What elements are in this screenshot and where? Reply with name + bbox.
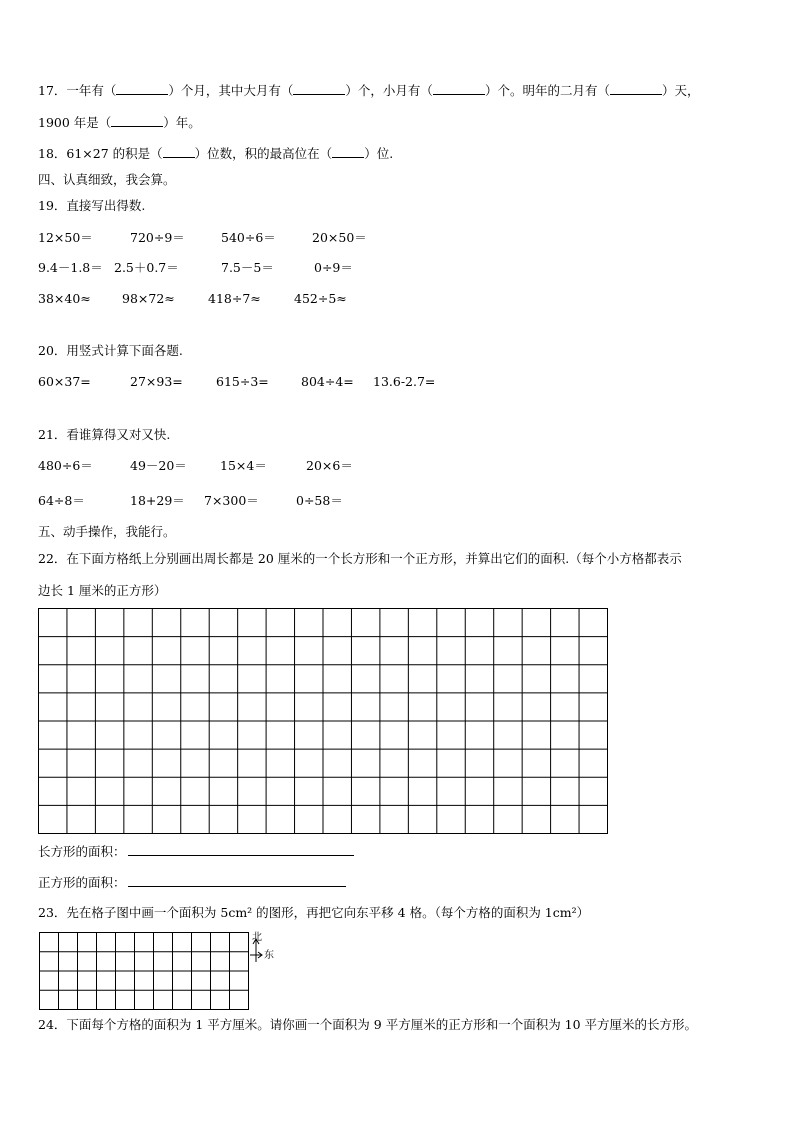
q17-blank-months[interactable]	[116, 82, 168, 95]
q19-item: 452÷5≈	[294, 291, 347, 306]
question-22-line2: 边长 1 厘米的正方形）	[38, 583, 167, 598]
q21-item: 7×300＝	[204, 493, 259, 508]
q17-text-f: 1900 年是（	[38, 115, 112, 130]
q19-item: 7.5－5＝	[221, 260, 274, 275]
q17-text-e: ）天，	[661, 83, 700, 98]
q18-text-a: 18．61×27 的积是（	[38, 146, 163, 161]
q18-text-c: ）位.	[364, 146, 394, 161]
q19-row-1	[0, 229, 794, 247]
q22-rect-area-label: 长方形的面积：	[38, 844, 126, 859]
q19-item: 12×50＝	[38, 230, 93, 245]
q17-blank-year-type[interactable]	[111, 114, 163, 127]
q20-item: 27×93=	[130, 374, 183, 389]
q23-drawing-grid[interactable]	[39, 932, 249, 1010]
q19-item: 98×72≈	[122, 291, 175, 306]
q17-blank-small-months[interactable]	[433, 82, 485, 95]
q21-item: 0÷58＝	[296, 493, 343, 508]
q21-item: 15×4＝	[220, 458, 267, 473]
q22-rect-area-blank[interactable]	[128, 843, 354, 856]
q19-item: 0÷9＝	[314, 260, 353, 275]
q17-text-c: ）个，小月有（	[345, 83, 433, 98]
q22-square-area-blank[interactable]	[128, 874, 346, 887]
q20-item: 615÷3=	[216, 374, 269, 389]
q20-item: 13.6-2.7=	[373, 374, 436, 389]
q19-item: 418÷7≈	[208, 291, 261, 306]
q19-row-3	[0, 290, 794, 308]
east-label: 东	[264, 950, 274, 961]
question-20-title: 20．用竖式计算下面各题.	[38, 343, 183, 358]
q19-item: 720÷9＝	[130, 230, 185, 245]
question-21-title: 21．看谁算得又对又快.	[38, 427, 171, 442]
q18-blank-highest-place[interactable]	[332, 145, 364, 158]
q20-row	[0, 373, 794, 391]
question-17-line1	[38, 82, 699, 100]
question-23: 23．先在格子图中画一个面积为 5cm² 的图形，再把它向东平移 4 格。（每个方格的面积为 1cm²）	[38, 905, 590, 920]
question-19-title: 19．直接写出得数.	[38, 198, 146, 213]
q22-rect-area-row	[38, 843, 354, 861]
q21-item: 18+29＝	[130, 493, 185, 508]
section-4-heading: 四、认真细致，我会算。	[38, 172, 176, 187]
q19-item: 540÷6＝	[221, 230, 276, 245]
q21-row-1	[0, 457, 794, 475]
q19-item: 9.4－1.8＝	[38, 260, 103, 275]
q22-drawing-grid[interactable]	[38, 608, 608, 834]
question-17-line2	[38, 114, 201, 132]
question-18	[38, 145, 393, 163]
q17-text-a: 17．一年有（	[38, 83, 117, 98]
q20-item: 60×37=	[38, 374, 91, 389]
q21-item: 64÷8＝	[38, 493, 85, 508]
q21-item: 20×6＝	[306, 458, 353, 473]
q21-item: 480÷6＝	[38, 458, 93, 473]
question-24: 24．下面每个方格的面积为 1 平方厘米。请你画一个面积为 9 平方厘米的正方形和一个面积为 10 平方厘米的长方形。	[38, 1017, 698, 1032]
q19-item: 38×40≈	[38, 291, 91, 306]
q21-item: 49－20＝	[130, 458, 187, 473]
q21-row-2	[0, 492, 794, 510]
q22-square-area-row	[38, 874, 346, 892]
q17-text-d: ）个。明年的二月有（	[484, 83, 610, 98]
q20-item: 804÷4=	[301, 374, 354, 389]
q17-text-g: ）年。	[163, 115, 201, 130]
q22-square-area-label: 正方形的面积：	[38, 875, 126, 890]
q18-blank-digits[interactable]	[163, 145, 195, 158]
q17-blank-big-months[interactable]	[293, 82, 345, 95]
q18-text-b: ）位数，积的最高位在（	[194, 146, 333, 161]
question-22-line1: 22．在下面方格纸上分别画出周长都是 20 厘米的一个长方形和一个正方形，并算出它们的面积.（每个小方格都表示	[38, 551, 682, 566]
section-5-heading: 五、动手操作，我能行。	[38, 524, 176, 539]
q17-blank-feb-days[interactable]	[610, 82, 662, 95]
north-label: 北	[252, 932, 262, 943]
q17-text-b: ）个月，其中大月有（	[168, 83, 294, 98]
q19-row-2	[0, 259, 794, 277]
q19-item: 20×50＝	[312, 230, 367, 245]
q19-item: 2.5＋0.7＝	[114, 260, 179, 275]
